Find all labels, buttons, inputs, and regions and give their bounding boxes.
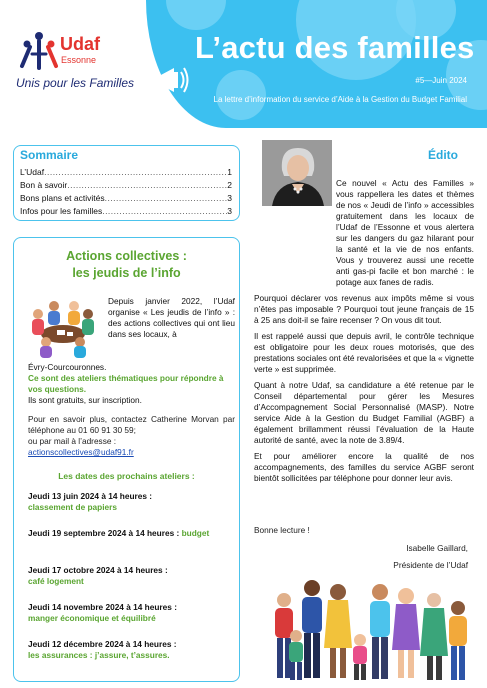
workshop-date: Jeudi 13 juin 2024 à 14 heures : bbox=[28, 491, 153, 501]
toc-item-label: Bons plans et activités bbox=[20, 193, 105, 203]
list-item bbox=[28, 602, 238, 639]
sommaire-title: Sommaire bbox=[20, 148, 79, 162]
toc-item-page: 2 bbox=[227, 180, 232, 190]
workshop-date: Jeudi 14 novembre 2024 à 14 heures : bbox=[28, 602, 177, 612]
toc-dots bbox=[102, 205, 227, 218]
actions-intro: Depuis janvier 2022, l’Udaf organise « Les jeudis de l’info » : des actions collectives qui ont lieu dans ses locaux, à bbox=[108, 296, 235, 339]
family-illustration bbox=[272, 578, 472, 686]
actions-title-line2: les jeudis de l’info bbox=[72, 266, 181, 280]
list-item bbox=[28, 565, 238, 602]
udaf-logo-icon bbox=[18, 26, 60, 72]
signature-name: Isabelle Gaillard, bbox=[406, 543, 468, 553]
mail-intro: ou par mail à l’adresse : bbox=[28, 436, 117, 446]
workshop-topic: café logement bbox=[28, 576, 84, 586]
toc-item[interactable] bbox=[20, 166, 232, 179]
toc-item-page: 3 bbox=[227, 193, 232, 203]
edito-paragraph: Il est rappelé aussi que depuis avril, le contrôle technique est obligatoire pour les deux roues motorisés, que des prestations sociales ont été revalorisées et que la « vignette verte » est supprimée. bbox=[254, 331, 474, 374]
workshop-dates-list bbox=[28, 491, 238, 676]
actions-highlight: Ce sont des ateliers thématiques pour répondre à vos questions. bbox=[28, 373, 224, 394]
workshop-topic: les assurances : j’assure, t’assures. bbox=[28, 650, 170, 660]
edito-paragraph: Ce nouvel « Actu des Familles » vous rappellera les dates et thèmes de nos « Jeudi de l’info » accessibles gratuitement dans les locaux de l’Udaf de l’Essonne et vous alertera sur les dangers du gaz hilarant pour la santé et la vie de nos enfants. Vous y trouverez aussi une recette anti gas-pi facile et bon marché : le potage aux fanes de radis. bbox=[336, 178, 474, 287]
actions-collectives-box bbox=[13, 237, 240, 682]
logo-udaf-text: Udaf bbox=[60, 34, 100, 54]
toc-item[interactable] bbox=[20, 192, 232, 205]
toc-item-label: Bon à savoir bbox=[20, 180, 68, 190]
contact-email-link[interactable]: actionscollectives@udaf91.fr bbox=[28, 447, 134, 457]
workshop-topic: manger économique et équilibré bbox=[28, 613, 156, 623]
workshop-date: Jeudi 12 décembre 2024 à 14 heures : bbox=[28, 639, 177, 649]
dates-title: Les dates des prochains ateliers : bbox=[58, 471, 195, 481]
toc-item[interactable] bbox=[20, 179, 232, 192]
list-item bbox=[28, 528, 238, 565]
toc-item-label: Infos pour les familles bbox=[20, 206, 103, 216]
toc-item-page: 3 bbox=[227, 206, 232, 216]
edito-title: Édito bbox=[428, 148, 458, 162]
actions-description bbox=[28, 296, 235, 406]
logo-tagline: Unis pour les Familles bbox=[16, 76, 135, 90]
workshop-topic: classement de papiers bbox=[28, 502, 118, 512]
workshop-date: Jeudi 17 octobre 2024 à 14 heures : bbox=[28, 565, 168, 575]
actions-title bbox=[14, 248, 239, 282]
toc-dots bbox=[44, 166, 227, 179]
signature-role: Présidente de l’Udaf bbox=[393, 560, 468, 570]
edito-paragraph: Quant à notre Udaf, sa candidature a été retenue par le Conseil départemental pour gérer les Mesures d’Accompagnement Social Personnalisé (MASP). Notre service Aide à la Gestion du Budget Familial (AGBF) a également brillamment réussi l’évaluation de la Haute autorité de santé, avec la note de 3.89/4. bbox=[254, 380, 474, 445]
megaphone-icon bbox=[156, 62, 190, 102]
list-item bbox=[28, 491, 238, 528]
toc-item-page: 1 bbox=[227, 167, 232, 177]
workshop-topic: budget bbox=[181, 528, 210, 538]
toc-item-label: L’Udaf bbox=[20, 167, 45, 177]
edito-paragraph: Pourquoi déclarer vos revenus aux impôts même si vous n’êtes pas imposable ? Pourquoi tout jeune français de 15 à 25 ans doit-il se faire recenser ? On vous dit tout. bbox=[254, 293, 474, 325]
toc-dots bbox=[105, 192, 228, 205]
table-of-contents bbox=[20, 166, 232, 218]
list-item bbox=[28, 639, 238, 676]
logo-essonne-text: Essonne bbox=[61, 55, 97, 65]
edito-closing: Bonne lecture ! bbox=[254, 525, 310, 535]
actions-title-line1: Actions collectives : bbox=[66, 249, 187, 263]
issue-number: #5—Juin 2024 bbox=[415, 76, 467, 85]
toc-item[interactable] bbox=[20, 205, 232, 218]
toc-dots bbox=[67, 179, 227, 192]
edito-body bbox=[254, 178, 474, 489]
edito-paragraph: Et pour améliorer encore la qualité de nos accompagnements, des familles du service AGBF seront bientôt sollicitées par téléphone pour donner leur avis. bbox=[254, 451, 474, 483]
sommaire-box bbox=[13, 145, 240, 221]
newsletter-title: L’actu des familles bbox=[195, 30, 475, 65]
contact-text: Pour en savoir plus, contactez Catherine Morvan par téléphone au 01 60 91 30 59; bbox=[28, 414, 235, 435]
newsletter-subtitle: La lettre d’information du service d’Aide à la Gestion du Budget Familial bbox=[213, 95, 467, 104]
actions-intro-end: Évry-Courcouronnes. bbox=[28, 362, 107, 372]
workshop-date: Jeudi 19 septembre 2024 à 14 heures : bbox=[28, 528, 180, 538]
actions-free-note: Ils sont gratuits, sur inscription. bbox=[28, 395, 142, 405]
contact-info bbox=[28, 414, 235, 458]
